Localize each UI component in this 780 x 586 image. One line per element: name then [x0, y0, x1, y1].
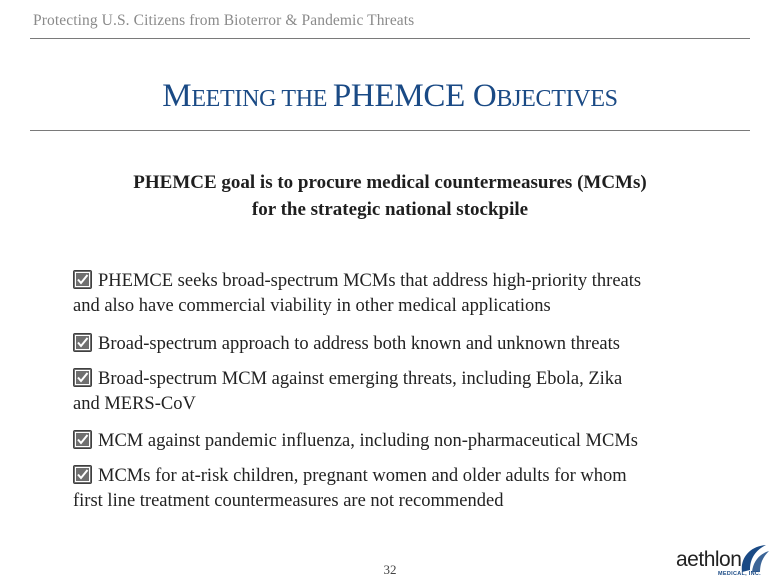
page-number: 32 [383, 562, 397, 577]
slide-title [0, 78, 780, 115]
header-divider [30, 38, 750, 39]
aethlon-logo [672, 542, 772, 582]
title-part1-cap: M [162, 78, 192, 114]
logo-subtitle: MEDICAL, INC. [718, 571, 762, 577]
logo-wordmark: aethlon [676, 548, 742, 571]
bullet-text-line-2: and also have commercial viability in other medical applications [73, 295, 551, 316]
checked-checkbox-icon [73, 465, 92, 484]
bullet-text-line-1: PHEMCE seeks broad-spectrum MCMs that address high-priority threats [98, 271, 642, 291]
bullet-item [73, 464, 733, 513]
bullet-text-line-2: and MERS-CoV [73, 393, 196, 414]
bullet-item [73, 332, 733, 357]
title-part3-cap: O [464, 78, 497, 114]
goal-line-2: for the strategic national stockpile [251, 199, 529, 220]
goal-statement [0, 169, 780, 223]
title-part2: PHEMCE [332, 78, 465, 114]
checked-checkbox-icon [73, 333, 92, 352]
bullet-item [73, 367, 733, 416]
bullet-text-line-1: Broad-spectrum approach to address both known and unknown threats [98, 334, 620, 354]
bullet-item [73, 269, 733, 318]
title-divider [30, 130, 750, 131]
goal-line-1: PHEMCE goal is to procure medical countermeasures (MCMs) [133, 172, 647, 193]
bullet-text-line-1: Broad-spectrum MCM against emerging threats, including Ebola, Zika [98, 369, 623, 389]
bullet-text-line-2: first line treatment countermeasures are not recommended [73, 490, 504, 511]
checked-checkbox-icon [73, 270, 92, 289]
title-part1-rest: EETING THE [191, 86, 333, 112]
bullet-text-line-1: MCMs for at-risk children, pregnant women and older adults for whom [98, 466, 627, 486]
title-part3-rest: BJECTIVES [496, 86, 618, 112]
checked-checkbox-icon [73, 368, 92, 387]
checked-checkbox-icon [73, 430, 92, 449]
header-text: Protecting U.S. Citizens from Bioterror & Pandemic Threats [33, 12, 415, 29]
bullet-text-line-1: MCM against pandemic influenza, including non-pharmaceutical MCMs [98, 431, 638, 451]
bullet-item [73, 429, 733, 454]
